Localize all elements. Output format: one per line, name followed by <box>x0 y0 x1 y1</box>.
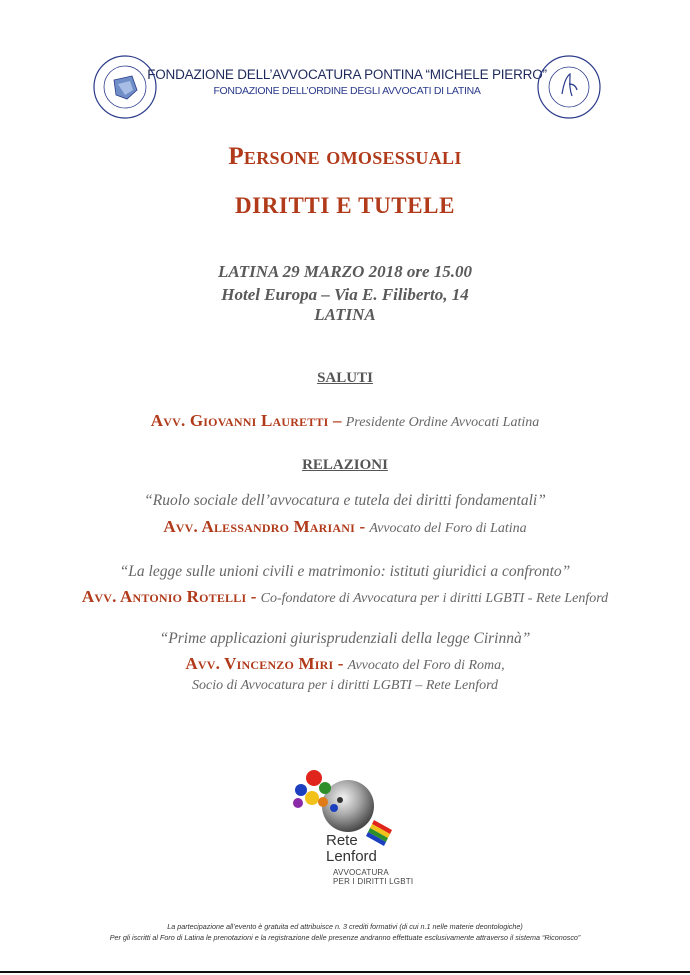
logo-tagline <box>333 868 413 886</box>
talk-speaker-line <box>0 654 690 674</box>
relazioni-heading: RELAZIONI <box>302 457 388 473</box>
saluti-speaker-line <box>0 411 690 431</box>
event-venue: Hotel Europa – Via E. Filiberto, 14 <box>221 285 469 304</box>
logo-wordmark-line1: Rete <box>326 832 358 849</box>
logo-tagline-line1: AVVOCATURA <box>333 868 389 877</box>
bottom-border <box>0 971 690 973</box>
speaker-name: Avv. Antonio Rotelli - <box>81 587 257 606</box>
talk-speaker-line <box>0 517 690 537</box>
event-city: LATINA <box>314 305 376 324</box>
speaker-name: Avv. Alessandro Mariani - <box>163 517 366 536</box>
footer-note: La partecipazione all’evento è gratuita ed attribuisce n. 3 crediti formativi (di cui n.1 nelle materie deontologiche) <box>167 922 523 931</box>
event-date: LATINA 29 MARZO 2018 ore 15.00 <box>217 262 473 281</box>
talk-title: “Ruolo sociale dell’avvocatura e tutela dei diritti fondamentali” <box>144 492 546 509</box>
speaker-role-continued: Socio di Avvocatura per i diritti LGBTI – Rete Lenford <box>191 678 499 693</box>
speaker-role: Avvocato del Foro di Roma, <box>347 658 505 673</box>
talk-title: “Prime applicazioni giurisprudenziali della legge Cirinnà” <box>159 630 531 647</box>
logo-tagline-line2: PER I DIRITTI LGBTI <box>333 877 414 886</box>
speaker-name: Avv. Giovanni Lauretti – <box>150 411 342 430</box>
footer-note: Per gli iscritti al Foro di Latina le prenotazioni e la registrazione delle presenze andranno effettuate esclusivamente attraverso il sistema “Riconosco” <box>109 933 581 942</box>
talk-speaker-line <box>0 587 690 607</box>
foundation-seal-icon <box>536 54 602 120</box>
talk-title: “La legge sulle unioni civili e matrimonio: istituti giuridici a confronto” <box>119 563 571 580</box>
speaker-name: Avv. Vincenzo Miri - <box>185 654 344 673</box>
speaker-role: Co-fondatore di Avvocatura per i diritti LGBTI - Rete Lenford <box>260 591 609 606</box>
event-title: Persone omosessuali <box>228 143 462 170</box>
organization-subtitle: FONDAZIONE DELL’ORDINE DEGLI AVVOCATI DI LATINA <box>213 85 481 97</box>
speaker-role: Presidente Ordine Avvocati Latina <box>345 415 540 430</box>
header <box>92 52 602 132</box>
speaker-role: Avvocato del Foro di Latina <box>369 521 527 536</box>
logo-wordmark-line2: Lenford <box>326 848 377 865</box>
event-subtitle: DIRITTI E TUTELE <box>234 193 456 218</box>
organization-title: FONDAZIONE DELL’AVVOCATURA PONTINA “MICHELE PIERRO” <box>147 67 547 82</box>
saluti-heading: SALUTI <box>317 370 373 386</box>
